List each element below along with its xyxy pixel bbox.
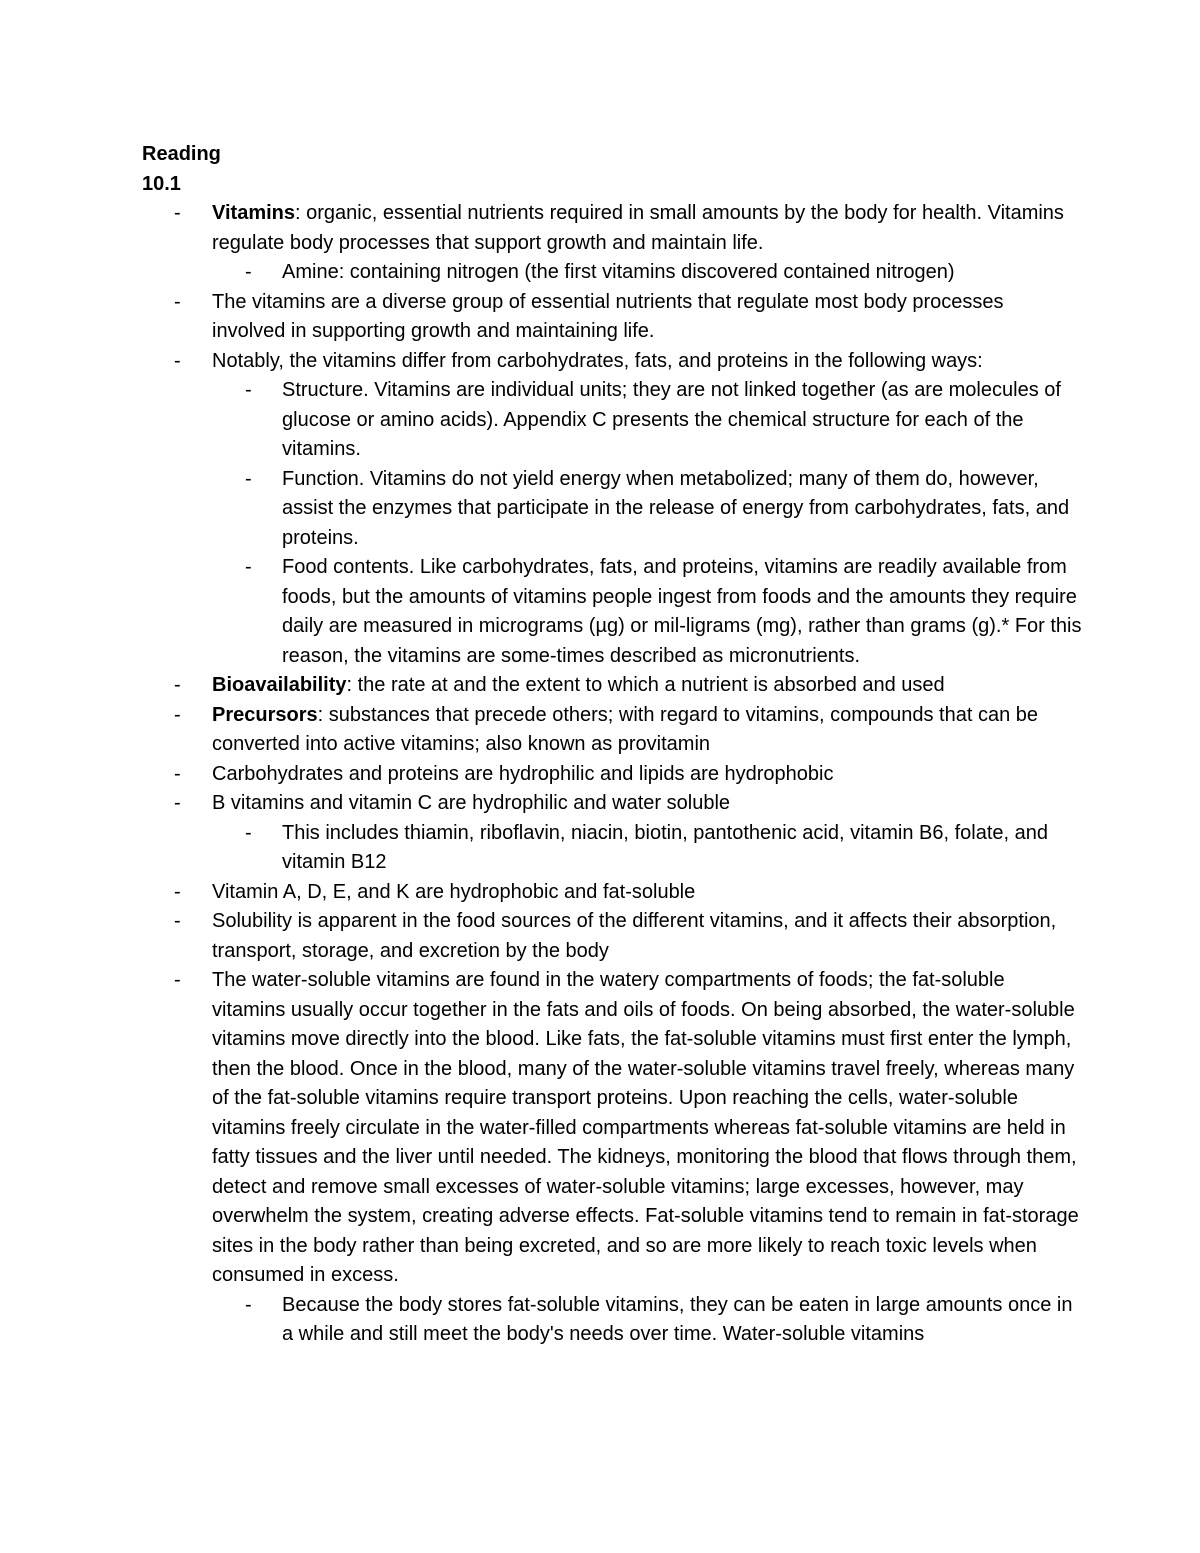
- bullet-dash: -: [174, 910, 181, 932]
- item-text: Function. Vitamins do not yield energy when metabolized; many of them do, however, assist the enzymes that participate in the release of energy from carbohydrates, fats, and proteins.: [282, 467, 1070, 549]
- list-item: [142, 966, 1082, 1291]
- list-item: [142, 465, 1082, 554]
- item-text: : organic, essential nutrients required in small amounts by the body for health. Vitamins regulate body processes that support growth and maintain life.: [212, 202, 1064, 254]
- item-text: The water-soluble vitamins are found in the watery compartments of foods; the fat-soluble vitamins usually occur together in the fats and oils of foods. On being absorbed, the water-soluble vitamins move directly into the blood. Like fats, the fat-soluble vitamins must first enter the lymph, then the blood. Once in the blood, many of the water-soluble vitamins travel freely, whereas many of the fat-soluble vitamins require transport proteins. Upon reaching the cells, water-soluble vitamins freely circulate in the water-filled compartments whereas fat-soluble vitamins are held in fatty tissues and the liver until needed. The kidneys, monitoring the blood that flows through them, detect and remove small excesses of water-soluble vitamins; large excesses, however, may overwhelm the system, creating adverse effects. Fat-soluble vitamins tend to remain in fat-storage sites in the body rather than being excreted, and so are more likely to reach toxic levels when consumed in excess.: [212, 969, 1079, 1286]
- bullet-dash: -: [245, 379, 252, 401]
- list-item: [142, 671, 1082, 701]
- item-text: Because the body stores fat-soluble vitamins, they can be eaten in large amounts once in a while and still meet the body's needs over time. Water-soluble vitamins: [282, 1293, 1073, 1345]
- item-text: Food contents. Like carbohydrates, fats, and proteins, vitamins are readily available from foods, but the amounts of vitamins people ingest from foods and the amounts they require daily are measured in micrograms (µg) or mil-ligrams (mg), rather than grams (g).* For this reason, the vitamins are some-times described as micronutrients.: [282, 556, 1082, 667]
- item-text: Notably, the vitamins differ from carbohydrates, fats, and proteins in the following ways:: [212, 349, 983, 372]
- bullet-dash: -: [174, 349, 181, 372]
- list-item: [142, 819, 1082, 878]
- list-item: [142, 760, 1082, 790]
- list-item: [142, 347, 1082, 377]
- item-text: Structure. Vitamins are individual units; they are not linked together (as are molecules of glucose or amino acids). Appendix C presents the chemical structure for each of the vitamins.: [282, 379, 1061, 460]
- bullet-dash: -: [245, 821, 252, 844]
- bullet-dash: -: [174, 762, 181, 785]
- bullet-dash: -: [245, 467, 252, 490]
- list-item: [142, 789, 1082, 819]
- bullet-dash: -: [174, 290, 181, 313]
- document-page: [142, 140, 1082, 1350]
- section-number: 10.1: [142, 172, 181, 195]
- item-text: Vitamin A, D, E, and K are hydrophobic and fat-soluble: [212, 880, 696, 903]
- term-bold: Precursors: [212, 703, 318, 726]
- list-item: [142, 553, 1082, 671]
- bullet-dash: -: [174, 674, 181, 696]
- bullet-dash: -: [245, 556, 252, 578]
- bullet-dash: -: [174, 880, 181, 903]
- item-text: Solubility is apparent in the food sources of the different vitamins, and it affects their absorption, transport, storage, and excretion by the body: [212, 910, 1057, 962]
- bullet-dash: -: [245, 1293, 252, 1316]
- bullet-dash: -: [245, 261, 252, 283]
- list-item: [142, 878, 1082, 908]
- item-text: Amine: containing nitrogen (the first vitamins discovered contained nitrogen): [282, 261, 955, 283]
- item-text: : substances that precede others; with regard to vitamins, compounds that can be converted into active vitamins; also known as provitamin: [212, 703, 1039, 755]
- list-item: [142, 701, 1082, 760]
- item-text: B vitamins and vitamin C are hydrophilic and water soluble: [212, 792, 731, 814]
- notes-list: [142, 199, 1082, 1350]
- bullet-dash: -: [174, 969, 181, 991]
- list-item: [142, 376, 1082, 465]
- list-item: [142, 288, 1082, 347]
- item-text: : the rate at and the extent to which a nutrient is absorbed and used: [346, 674, 945, 696]
- list-item: [142, 1291, 1082, 1350]
- list-item: [142, 258, 1082, 288]
- bullet-dash: -: [174, 202, 181, 224]
- item-text: This includes thiamin, riboflavin, niacin, biotin, pantothenic acid, vitamin B6, folate, and vitamin B12: [282, 821, 1048, 873]
- term-bold: Bioavailability: [212, 674, 347, 696]
- list-item: [142, 199, 1082, 258]
- term-bold: Vitamins: [212, 202, 295, 224]
- document-title: Reading: [142, 143, 221, 165]
- list-item: [142, 907, 1082, 966]
- bullet-dash: -: [174, 792, 181, 814]
- item-text: The vitamins are a diverse group of essential nutrients that regulate most body processes involved in supporting growth and maintaining life.: [212, 290, 1004, 342]
- item-text: Carbohydrates and proteins are hydrophilic and lipids are hydrophobic: [212, 762, 834, 785]
- bullet-dash: -: [174, 703, 181, 726]
